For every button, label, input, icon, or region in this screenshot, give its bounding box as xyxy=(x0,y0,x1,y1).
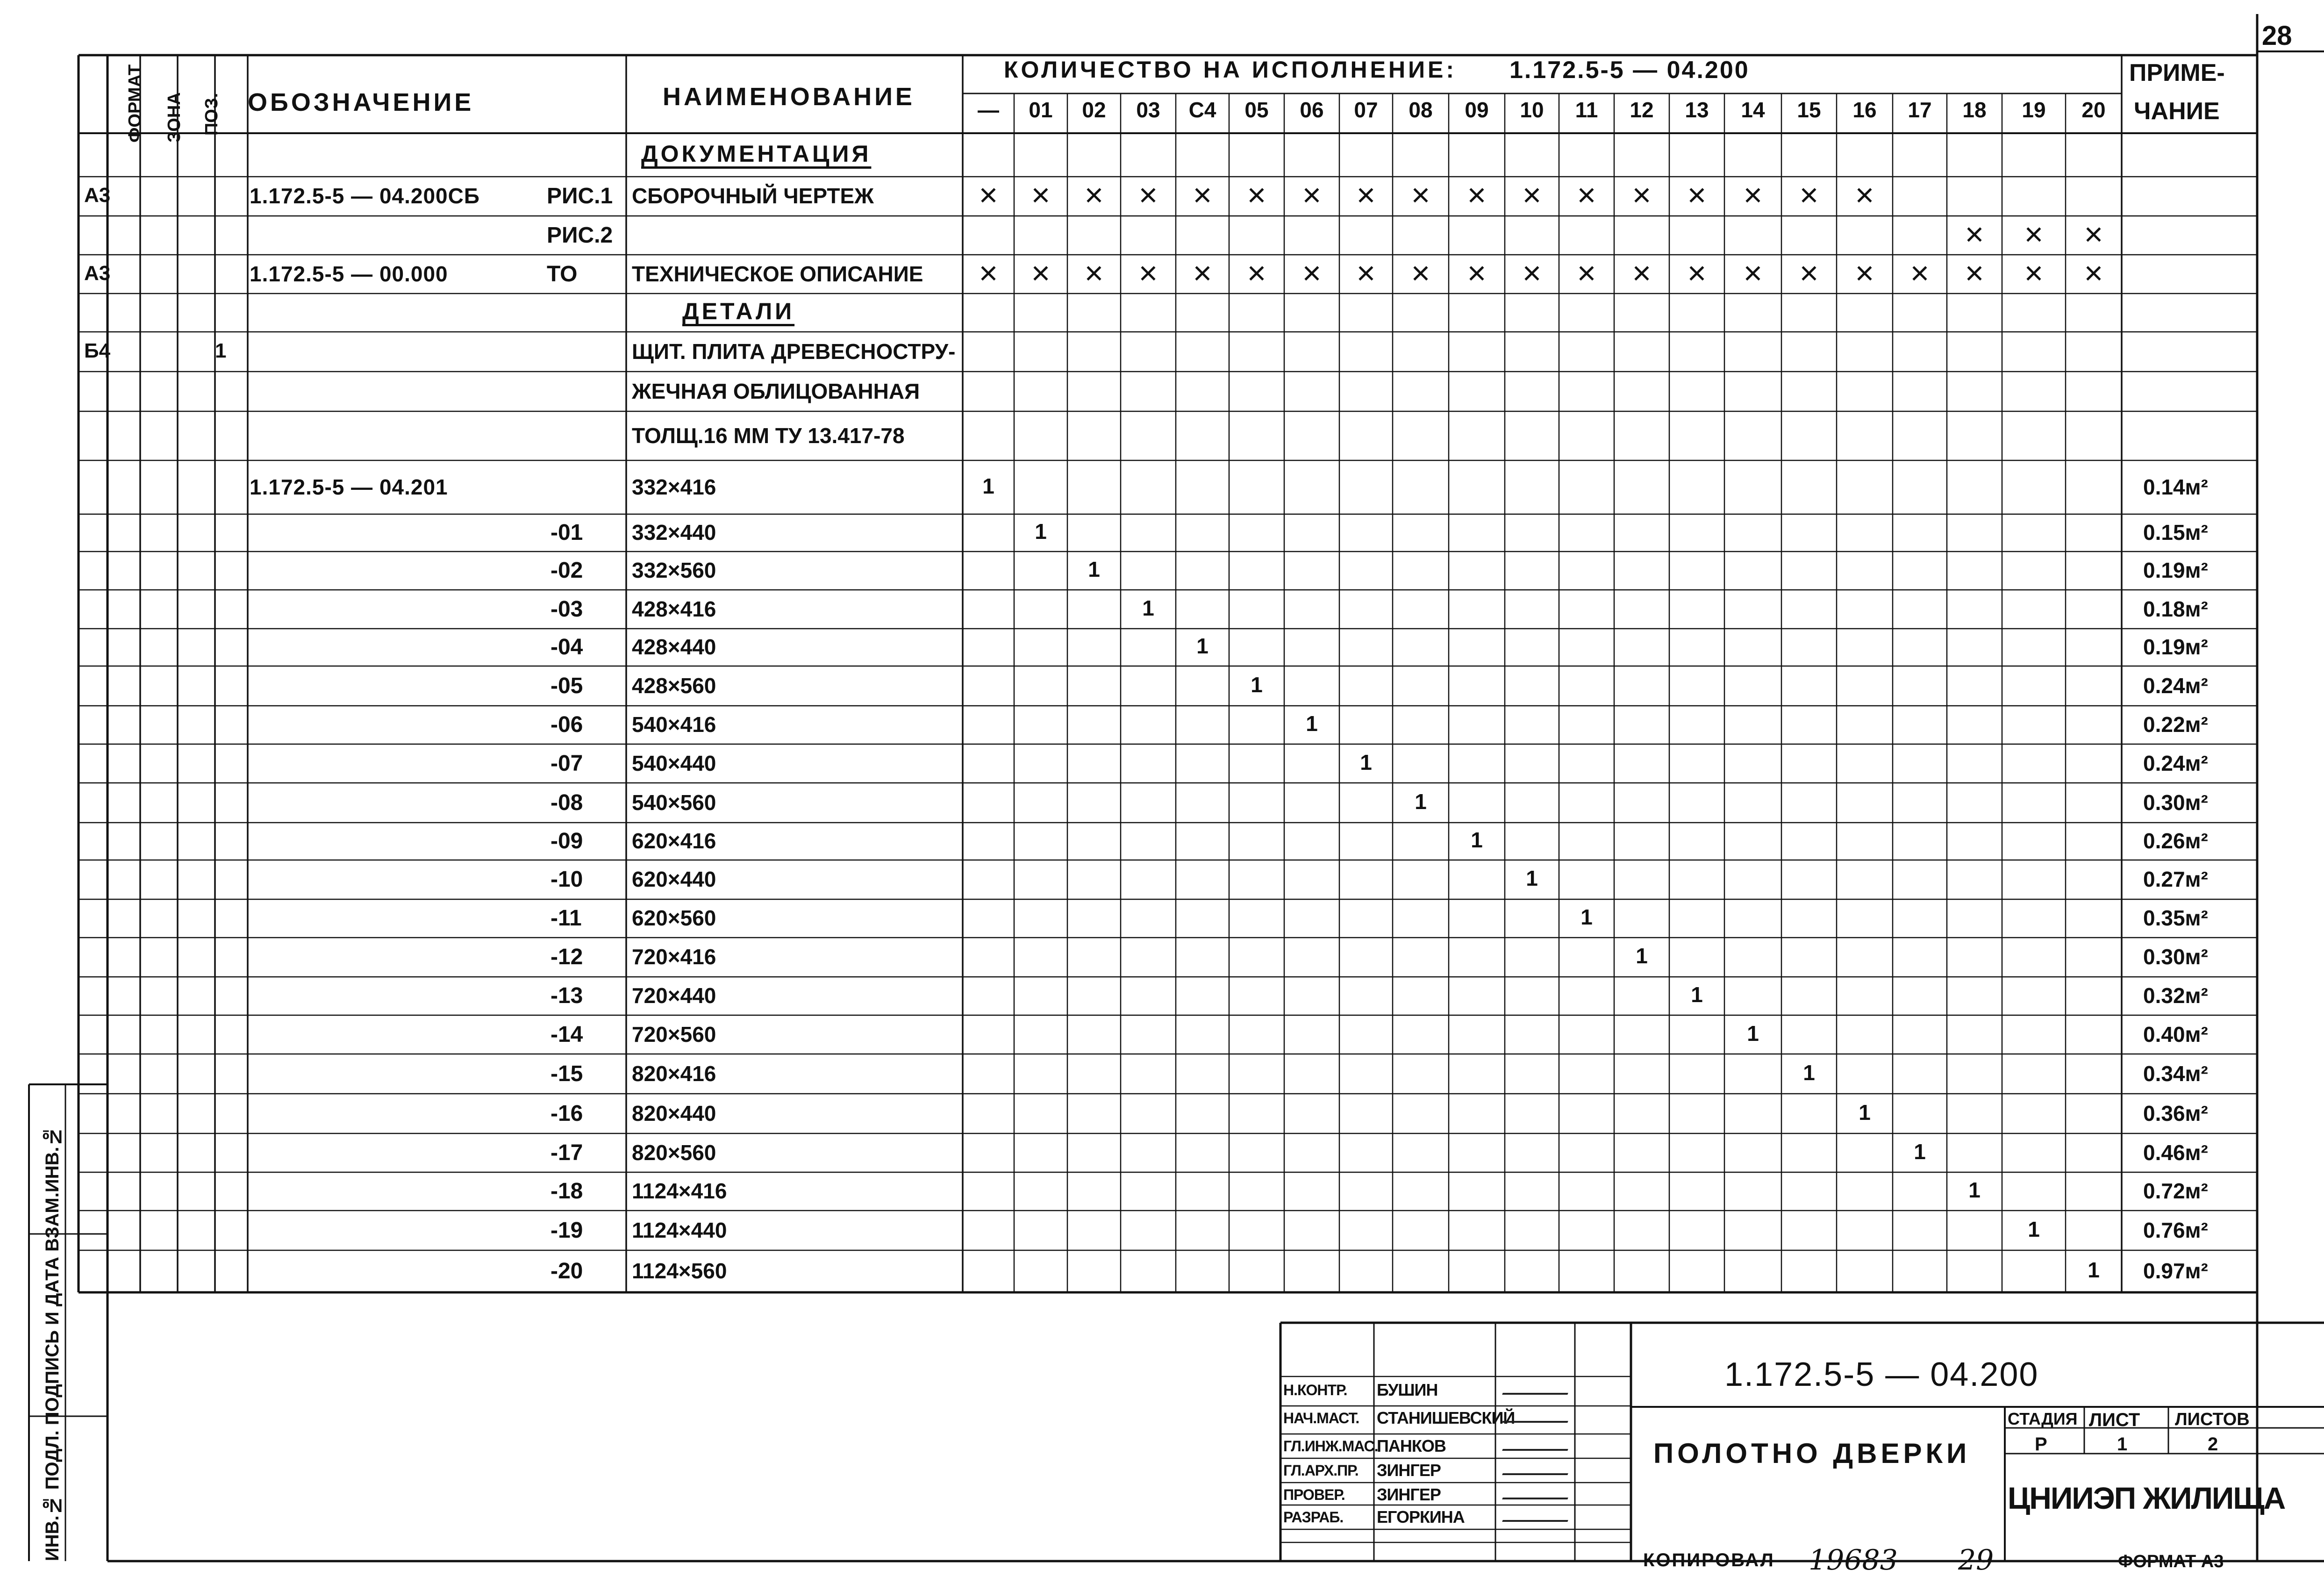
quantity-mark-x: × xyxy=(2084,215,2103,252)
variant-header: 10 xyxy=(1520,98,1544,122)
variant-header: 11 xyxy=(1575,98,1598,122)
variant-header: 17 xyxy=(1908,98,1932,122)
signature-mark xyxy=(1502,1393,1568,1395)
variant-header: 08 xyxy=(1409,98,1433,122)
quantity-mark-x: × xyxy=(1799,254,1819,291)
row-suffix: -16 xyxy=(551,1101,583,1126)
sheets-label: ЛИСТОВ xyxy=(2175,1410,2250,1429)
row-designation: 1.172.5-5 — 00.000 xyxy=(250,261,448,286)
quantity-mark-x: × xyxy=(1031,254,1051,291)
title-block-person: ЗИНГЕР xyxy=(1377,1485,1441,1504)
quantity-mark-x: × xyxy=(1138,254,1158,291)
sheet-value: 1 xyxy=(2117,1434,2128,1455)
title-name: ПОЛОТНО ДВЕРКИ xyxy=(1653,1438,1971,1469)
title-block-person: ПАНКОВ xyxy=(1377,1436,1446,1455)
quantity-mark-x: × xyxy=(1743,254,1763,291)
row-suffix: -08 xyxy=(551,790,583,815)
title-block-role: РАЗРАБ. xyxy=(1283,1509,1344,1526)
header-designation: ОБОЗНАЧЕНИЕ xyxy=(248,88,474,116)
quantity-mark-one: 1 xyxy=(1088,557,1100,581)
quantity-mark-x: × xyxy=(1084,254,1104,291)
quantity-mark-x: × xyxy=(1577,254,1596,291)
row-suffix: -12 xyxy=(551,945,583,969)
quantity-mark-x: × xyxy=(1910,254,1930,291)
header-quantity-label: КОЛИЧЕСТВО НА ИСПОЛНЕНИЕ: xyxy=(1004,57,1457,83)
quantity-mark-one: 1 xyxy=(1803,1060,1815,1085)
section-title: ДЕТАЛИ xyxy=(682,298,795,324)
quantity-mark-one: 1 xyxy=(1471,828,1483,852)
variant-header: 09 xyxy=(1465,98,1489,122)
row-suffix: -03 xyxy=(551,596,583,622)
quantity-mark-x: × xyxy=(1965,215,1984,252)
quantity-mark-one: 1 xyxy=(1968,1178,1981,1202)
quantity-mark-one: 1 xyxy=(1691,982,1703,1007)
title-block-person: ЕГОРКИНА xyxy=(1377,1507,1465,1527)
quantity-mark-x: × xyxy=(2084,254,2103,291)
variant-header: 18 xyxy=(1962,98,1987,122)
header-quantity-doc: 1.172.5-5 — 04.200 xyxy=(1509,57,1750,84)
row-name: 428×560 xyxy=(632,673,716,698)
quantity-mark-x: × xyxy=(1356,254,1376,291)
quantity-mark-x: × xyxy=(1302,254,1322,291)
row-note: 0.24м² xyxy=(2143,751,2208,775)
quantity-mark-x: × xyxy=(1855,254,1874,291)
quantity-mark-one: 1 xyxy=(1196,634,1208,658)
format-label: ФОРМАТ А3 xyxy=(2118,1552,2224,1571)
quantity-mark-x: × xyxy=(1138,177,1158,213)
row-name: 820×560 xyxy=(632,1140,716,1165)
row-name: 720×440 xyxy=(632,983,716,1008)
quantity-mark-x: × xyxy=(1084,177,1104,213)
row-note: 0.30м² xyxy=(2143,945,2208,969)
row-suffix: РИС.1 xyxy=(547,184,613,208)
quantity-mark-x: × xyxy=(1577,177,1596,213)
row-name: ЩИТ. ПЛИТА ДРЕВЕСНОСТРУ- xyxy=(632,339,956,364)
title-block-role: ГЛ.ИНЖ.МАС. xyxy=(1283,1438,1378,1455)
variant-header: 19 xyxy=(2022,98,2046,122)
quantity-mark-one: 1 xyxy=(1306,711,1318,736)
row-note: 0.14м² xyxy=(2143,474,2208,499)
quantity-mark-one: 1 xyxy=(1035,519,1047,544)
row-name: 720×416 xyxy=(632,945,716,969)
row-note: 0.34м² xyxy=(2143,1061,2208,1086)
row-name: 332×560 xyxy=(632,558,716,582)
quantity-mark-x: × xyxy=(1965,254,1984,291)
row-name: 620×416 xyxy=(632,829,716,853)
quantity-mark-x: × xyxy=(1302,177,1322,213)
row-name: 1124×560 xyxy=(632,1259,727,1283)
quantity-mark-x: × xyxy=(1193,177,1212,213)
header-pos: ПОЗ. xyxy=(202,93,222,136)
quantity-mark-x: × xyxy=(1193,254,1212,291)
row-position: 1 xyxy=(215,339,227,362)
quantity-mark-x: × xyxy=(1632,254,1652,291)
quantity-mark-one: 1 xyxy=(1415,789,1427,814)
quantity-mark-one: 1 xyxy=(1580,905,1593,929)
row-note: 0.27м² xyxy=(2143,867,2208,891)
title-code: 1.172.5-5 — 04.200 xyxy=(1724,1356,2039,1393)
variant-header: 01 xyxy=(1029,98,1053,122)
row-suffix: -14 xyxy=(551,1022,583,1047)
header-zone: ЗОНА xyxy=(164,92,184,143)
row-suffix: -05 xyxy=(551,673,583,698)
row-name: 1124×440 xyxy=(632,1218,727,1242)
variant-header: 13 xyxy=(1685,98,1709,122)
header-note-1: ПРИМЕ- xyxy=(2129,59,2225,86)
row-note: 0.97м² xyxy=(2143,1259,2208,1283)
row-name: 820×440 xyxy=(632,1101,716,1125)
variant-header: 03 xyxy=(1136,98,1160,122)
variant-header: — xyxy=(978,98,999,122)
stage-value: Р xyxy=(2035,1434,2047,1455)
quantity-mark-x: × xyxy=(1687,254,1707,291)
row-name: 540×440 xyxy=(632,751,716,775)
row-format: Б4 xyxy=(84,339,111,362)
header-format: ФОРМАТ xyxy=(125,64,145,143)
row-suffix: -18 xyxy=(551,1179,583,1204)
row-suffix: -04 xyxy=(551,635,583,659)
title-block-role: Н.КОНТР. xyxy=(1283,1382,1347,1398)
row-name: ТЕХНИЧЕСКОЕ ОПИСАНИЕ xyxy=(632,261,923,286)
row-note: 0.46м² xyxy=(2143,1140,2208,1165)
quantity-mark-x: × xyxy=(1031,177,1051,213)
row-note: 0.76м² xyxy=(2143,1218,2208,1242)
row-suffix: -20 xyxy=(551,1259,583,1283)
row-note: 0.19м² xyxy=(2143,635,2208,659)
left-strip xyxy=(29,1084,94,1561)
title-block-role: ГЛ.АРХ.ПР. xyxy=(1283,1462,1359,1479)
row-note: 0.30м² xyxy=(2143,790,2208,815)
variant-header: 15 xyxy=(1797,98,1821,122)
quantity-mark-x: × xyxy=(1411,254,1430,291)
row-name: 540×560 xyxy=(632,790,716,815)
row-name: 332×440 xyxy=(632,520,716,545)
row-suffix: -06 xyxy=(551,712,583,737)
row-name: СБОРОЧНЫЙ ЧЕРТЕЖ xyxy=(632,184,874,208)
row-suffix: -15 xyxy=(551,1061,583,1086)
row-name: 428×440 xyxy=(632,635,716,659)
row-note: 0.15м² xyxy=(2143,520,2208,545)
row-note: 0.72м² xyxy=(2143,1179,2208,1203)
row-note: 0.35м² xyxy=(2143,906,2208,930)
row-suffix: -09 xyxy=(551,829,583,853)
row-note: 0.32м² xyxy=(2143,983,2208,1008)
variant-header: C4 xyxy=(1188,98,1216,122)
row-note: 0.24м² xyxy=(2143,673,2208,698)
row-note: 0.19м² xyxy=(2143,558,2208,582)
quantity-mark-x: × xyxy=(1356,177,1376,213)
title-block-role: НАЧ.МАСТ. xyxy=(1283,1410,1359,1426)
quantity-mark-x: × xyxy=(1467,177,1487,213)
left-strip-text: ИНВ.№ ПОДЛ. ПОДПИСЬ И ДАТА ВЗАМ.ИНВ.№ xyxy=(42,1126,63,1561)
row-name: 620×440 xyxy=(632,867,716,891)
row-suffix: ТО xyxy=(547,261,578,287)
header-name: НАИМЕНОВАНИЕ xyxy=(663,83,915,111)
signature-mark xyxy=(1502,1498,1568,1499)
quantity-mark-x: × xyxy=(979,177,998,213)
variant-header: 07 xyxy=(1354,98,1378,122)
signature-mark xyxy=(1502,1520,1568,1522)
title-block-person: ЗИНГЕР xyxy=(1377,1461,1441,1480)
title-block-person: БУШИН xyxy=(1377,1380,1438,1399)
quantity-mark-one: 1 xyxy=(1360,750,1372,774)
quantity-mark-one: 1 xyxy=(982,473,994,498)
copied-label: КОПИРОВАЛ xyxy=(1643,1550,1775,1570)
signature-mark xyxy=(1502,1473,1568,1475)
row-note: 0.26м² xyxy=(2143,829,2208,853)
row-name: ТОЛЩ.16 ММ ТУ 13.417-78 xyxy=(632,423,905,448)
row-name: ЖЕЧНАЯ ОБЛИЦОВАННАЯ xyxy=(632,379,920,403)
quantity-mark-x: × xyxy=(1522,254,1542,291)
variant-header: 14 xyxy=(1741,98,1765,122)
row-suffix: -17 xyxy=(551,1140,583,1165)
title-block-person: СТАНИШЕВСКИЙ xyxy=(1377,1408,1515,1427)
quantity-mark-one: 1 xyxy=(1251,672,1263,697)
quantity-mark-x: × xyxy=(1522,177,1542,213)
row-suffix: -01 xyxy=(551,520,583,545)
row-designation: 1.172.5-5 — 04.201 xyxy=(250,474,448,499)
quantity-mark-x: × xyxy=(1632,177,1652,213)
row-name: 540×416 xyxy=(632,712,716,737)
quantity-mark-one: 1 xyxy=(1747,1021,1759,1046)
row-suffix: -11 xyxy=(551,906,582,931)
row-note: 0.40м² xyxy=(2143,1022,2208,1047)
copied-number: 19683 xyxy=(1809,1544,1898,1577)
quantity-mark-x: × xyxy=(1411,177,1430,213)
quantity-mark-x: × xyxy=(2024,254,2044,291)
row-suffix: -02 xyxy=(551,558,583,583)
stage-label: СТАДИЯ xyxy=(2008,1409,2078,1428)
row-suffix: -10 xyxy=(551,867,583,892)
row-name: 620×560 xyxy=(632,906,716,930)
quantity-mark-one: 1 xyxy=(2028,1217,2040,1241)
quantity-mark-one: 1 xyxy=(2088,1258,2100,1282)
quantity-mark-x: × xyxy=(1467,254,1487,291)
title-block-role: ПРОВЕР. xyxy=(1283,1486,1345,1503)
row-name: 1124×416 xyxy=(632,1179,727,1203)
row-suffix: -19 xyxy=(551,1218,583,1243)
quantity-mark-one: 1 xyxy=(1526,866,1538,890)
quantity-mark-one: 1 xyxy=(1142,595,1154,620)
quantity-mark-x: × xyxy=(979,254,998,291)
variant-header: 12 xyxy=(1630,98,1654,122)
quantity-mark-one: 1 xyxy=(1859,1100,1871,1125)
row-name: 820×416 xyxy=(632,1061,716,1086)
signature-mark xyxy=(1502,1421,1568,1423)
header-note-2: ЧАНИЕ xyxy=(2134,98,2220,125)
copied-extra: 29 xyxy=(1958,1544,1994,1577)
variant-header: 20 xyxy=(2081,98,2106,122)
row-format: А3 xyxy=(84,184,111,207)
quantity-mark-x: × xyxy=(1247,254,1266,291)
row-suffix: -13 xyxy=(551,983,583,1008)
variant-header: 16 xyxy=(1852,98,1877,122)
section-title: ДОКУМЕНТАЦИЯ xyxy=(641,140,872,167)
row-note: 0.18м² xyxy=(2143,596,2208,621)
row-note: 0.36м² xyxy=(2143,1101,2208,1125)
org-name: ЦНИИЭП ЖИЛИЩА xyxy=(2008,1481,2285,1515)
quantity-mark-x: × xyxy=(1743,177,1763,213)
variant-header: 05 xyxy=(1244,98,1269,122)
quantity-mark-x: × xyxy=(1799,177,1819,213)
row-suffix: -07 xyxy=(551,751,583,776)
row-format: А3 xyxy=(84,261,111,285)
quantity-mark-x: × xyxy=(2024,215,2044,252)
variant-header: 02 xyxy=(1082,98,1106,122)
sheet-label: ЛИСТ xyxy=(2089,1410,2140,1430)
sheet-number: 28 xyxy=(2262,21,2292,51)
row-name: 332×416 xyxy=(632,474,716,499)
row-name: 428×416 xyxy=(632,596,716,621)
quantity-mark-x: × xyxy=(1855,177,1874,213)
row-suffix: РИС.2 xyxy=(547,222,613,248)
row-designation: 1.172.5-5 — 04.200СБ xyxy=(250,184,480,208)
variant-header: 06 xyxy=(1300,98,1324,122)
row-note: 0.22м² xyxy=(2143,712,2208,737)
row-name: 720×560 xyxy=(632,1022,716,1047)
sheets-value: 2 xyxy=(2208,1434,2218,1455)
quantity-mark-x: × xyxy=(1247,177,1266,213)
signature-mark xyxy=(1502,1449,1568,1451)
quantity-mark-x: × xyxy=(1687,177,1707,213)
quantity-mark-one: 1 xyxy=(1636,944,1648,968)
quantity-mark-one: 1 xyxy=(1914,1139,1926,1164)
